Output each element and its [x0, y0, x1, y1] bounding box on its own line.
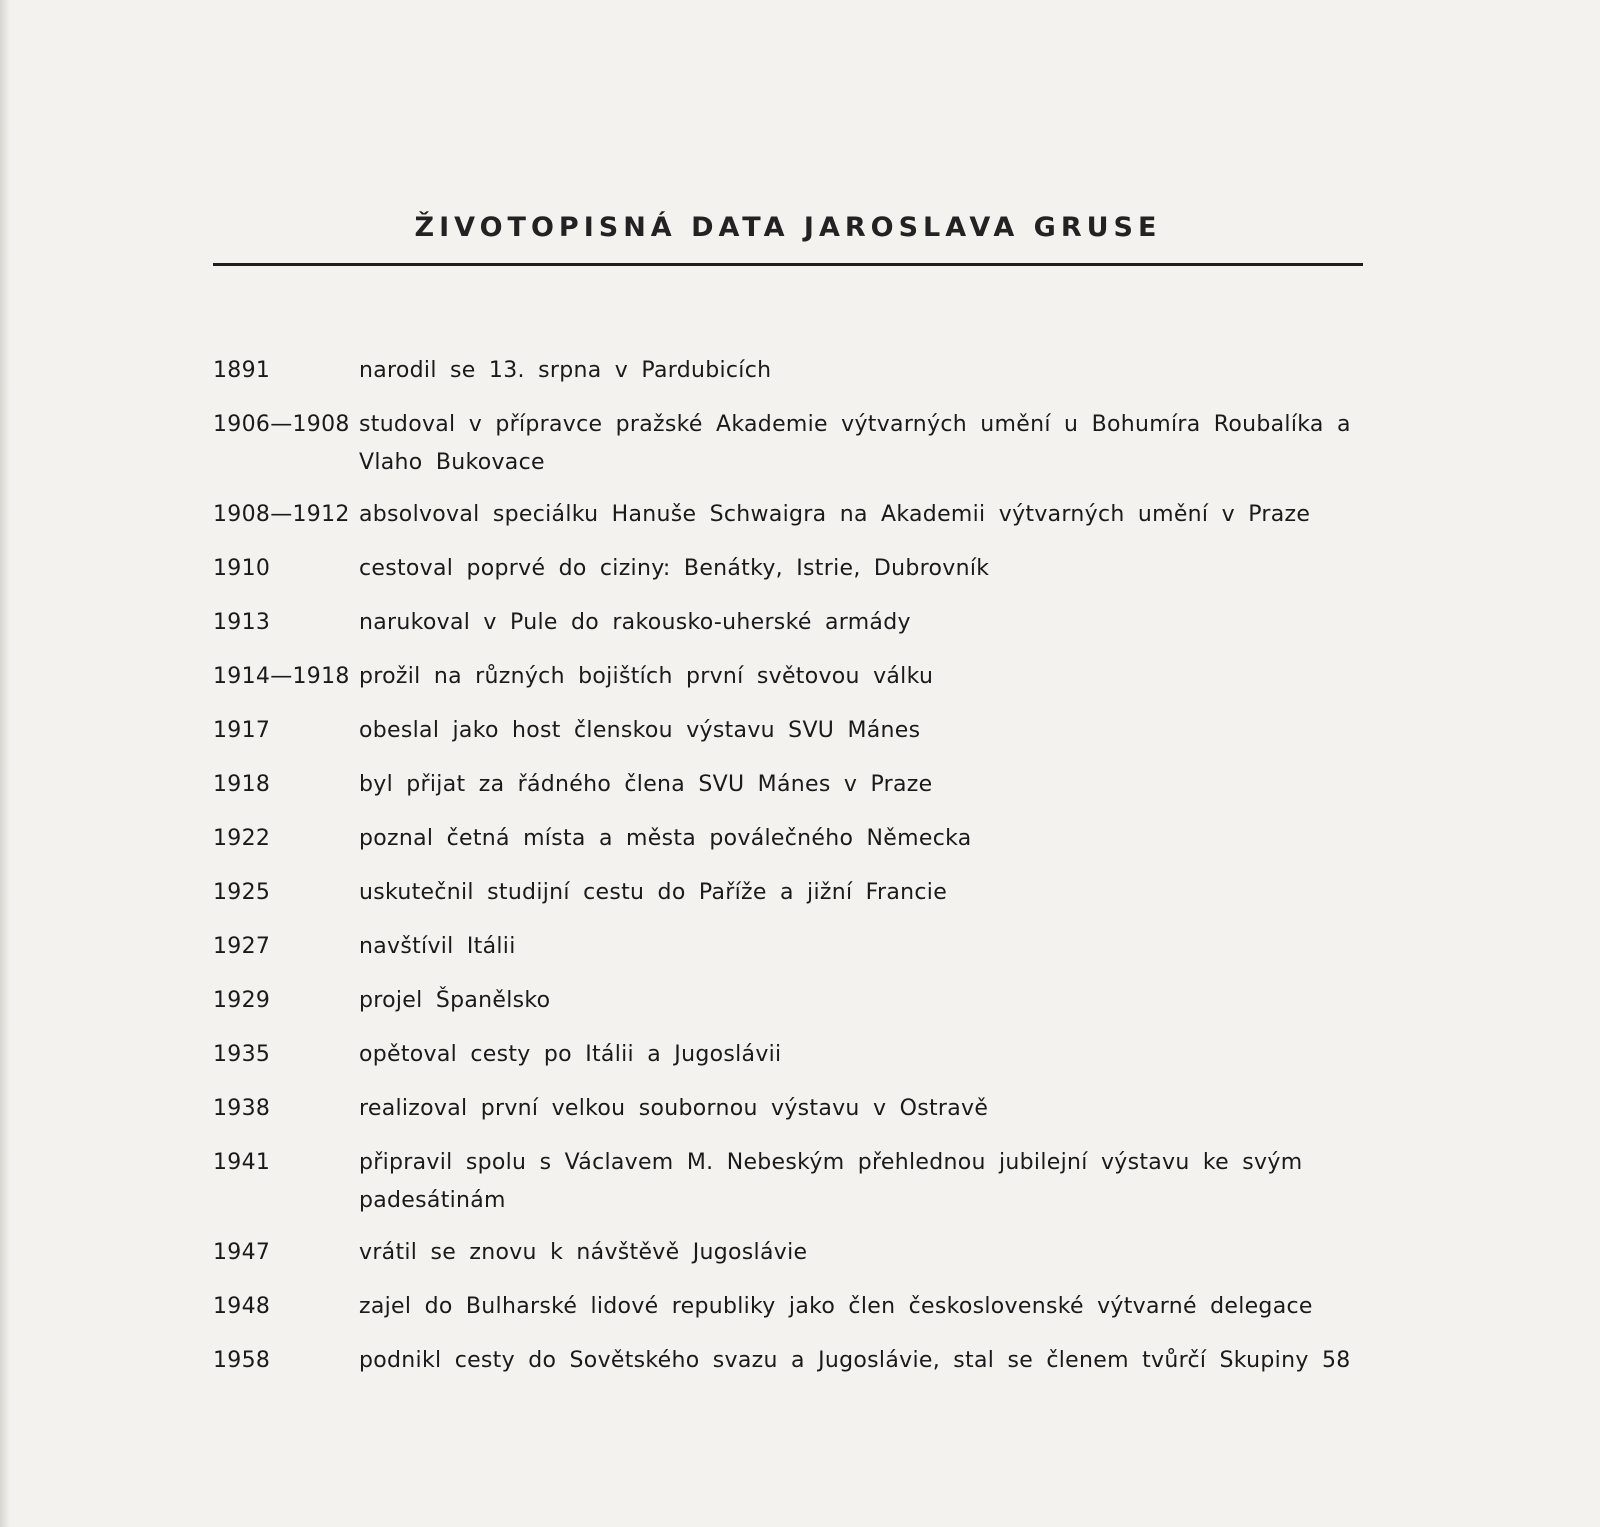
entry-year: 1925 [213, 880, 271, 905]
page-title: ŽIVOTOPISNÁ DATA JAROSLAVA GRUSE [414, 212, 1162, 243]
entry-year: 1948 [213, 1294, 271, 1319]
entry-text: obeslal jako host členskou výstavu SVU Mánes [359, 718, 921, 743]
timeline-entry [213, 928, 1363, 966]
entry-year: 1910 [213, 556, 271, 581]
entry-year: 1947 [213, 1240, 271, 1265]
timeline-entry [213, 658, 1363, 696]
timeline-entry [213, 874, 1363, 912]
entry-year: 1918 [213, 772, 271, 797]
entry-text: cestoval poprvé do ciziny: Benátky, Istrie, Dubrovník [359, 556, 990, 581]
entry-text: projel Španělsko [359, 988, 551, 1013]
biography-timeline [213, 352, 1363, 1396]
entry-year: 1913 [213, 610, 271, 635]
timeline-entry [213, 406, 1363, 482]
timeline-entry [213, 1036, 1363, 1074]
entry-text: absolvoval speciálku Hanuše Schwaigra na Akademii výtvarných umění v Praze [359, 502, 1311, 527]
entry-year: 1958 [213, 1348, 271, 1373]
entry-year: 1914—1918 [213, 664, 350, 689]
timeline-entry [213, 1234, 1363, 1272]
entry-year: 1941 [213, 1150, 271, 1175]
entry-text: připravil spolu s Václavem M. Nebeským přehlednou jubilejní výstavu ke svým padesátinám [359, 1150, 1303, 1213]
entry-year: 1927 [213, 934, 271, 959]
entry-year: 1922 [213, 826, 271, 851]
timeline-entry [213, 496, 1363, 534]
entry-year: 1938 [213, 1096, 271, 1121]
entry-text: narukoval v Pule do rakousko-uherské armády [359, 610, 911, 635]
entry-text: vrátil se znovu k návštěvě Jugoslávie [359, 1240, 808, 1265]
entry-year: 1929 [213, 988, 271, 1013]
entry-text: uskutečnil studijní cestu do Paříže a jižní Francie [359, 880, 948, 905]
timeline-entry [213, 1144, 1363, 1220]
entry-year: 1908—1912 [213, 502, 350, 527]
entry-year: 1917 [213, 718, 271, 743]
timeline-entry [213, 352, 1363, 390]
entry-text: navštívil Itálii [359, 934, 516, 959]
timeline-entry [213, 712, 1363, 750]
timeline-entry [213, 1090, 1363, 1128]
timeline-entry [213, 604, 1363, 642]
entry-text: podnikl cesty do Sovětského svazu a Jugoslávie, stal se členem tvůrčí Skupiny 58 [359, 1348, 1351, 1373]
entry-text: prožil na různých bojištích první světovou válku [359, 664, 934, 689]
page-edge-shadow [0, 0, 10, 1527]
entry-text: byl přijat za řádného člena SVU Mánes v Praze [359, 772, 933, 797]
title-underline [213, 263, 1363, 266]
timeline-entry [213, 1342, 1363, 1380]
entry-text: studoval v přípravce pražské Akademie výtvarných umění u Bohumíra Roubalíka a Vlaho Bukovace [359, 412, 1351, 475]
timeline-entry [213, 982, 1363, 1020]
entry-text: poznal četná místa a města poválečného Německa [359, 826, 972, 851]
timeline-entry [213, 1288, 1363, 1326]
entry-text: zajel do Bulharské lidové republiky jako člen československé výtvarné delegace [359, 1294, 1313, 1319]
entry-text: realizoval první velkou soubornou výstavu v Ostravě [359, 1096, 989, 1121]
timeline-entry [213, 820, 1363, 858]
entry-text: opětoval cesty po Itálii a Jugoslávii [359, 1042, 782, 1067]
entry-text: narodil se 13. srpna v Pardubicích [359, 358, 772, 383]
entry-year: 1906—1908 [213, 412, 350, 437]
timeline-entry [213, 550, 1363, 588]
entry-year: 1935 [213, 1042, 271, 1067]
entry-year: 1891 [213, 358, 271, 383]
timeline-entry [213, 766, 1363, 804]
